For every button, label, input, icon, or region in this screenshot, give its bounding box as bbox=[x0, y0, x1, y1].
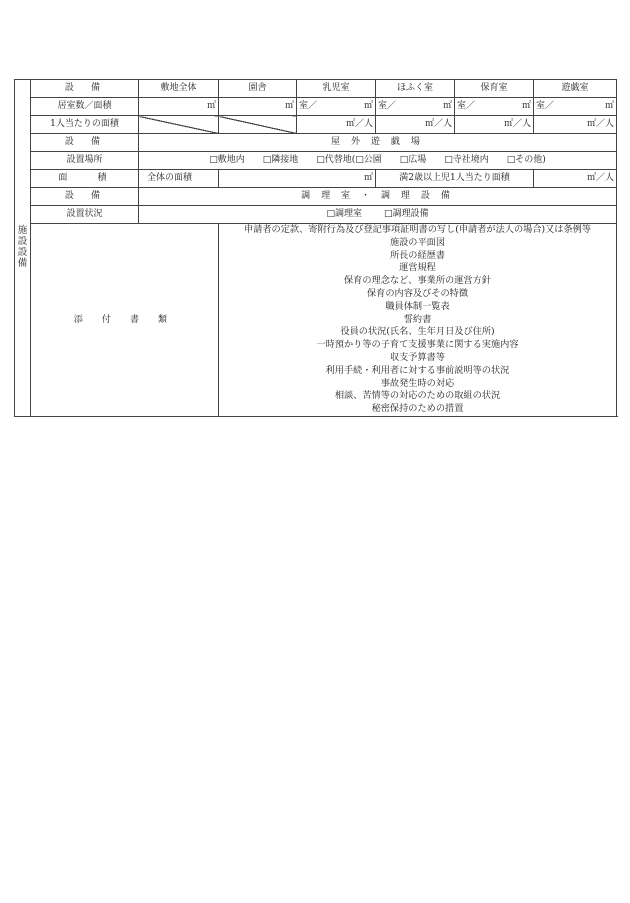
area-label: 面 積 bbox=[31, 170, 139, 188]
room-area-label: 居室数／面積 bbox=[31, 98, 139, 116]
kitchen-room-checkbox[interactable]: □調理室 bbox=[326, 209, 362, 220]
attachment-item: 利用手続・利用者に対する事前説明等の状況 bbox=[325, 364, 510, 376]
total-area-label: 全体の面積 bbox=[139, 170, 219, 188]
kitchen-title-row bbox=[15, 188, 617, 206]
header-nursery-room: 保育室 bbox=[455, 80, 534, 98]
per-person-label: 1人当たりの面積 bbox=[31, 116, 139, 134]
kitchen-title: 調 理 室 ・ 調 理 設 備 bbox=[139, 188, 617, 206]
attachment-item: 一時預かり等の子育て支援事業に関する実施内容 bbox=[316, 339, 519, 351]
playground-location-row bbox=[15, 152, 617, 170]
building-area-field[interactable]: ㎡ bbox=[219, 98, 297, 116]
per-child-area-field[interactable]: ㎡／人 bbox=[534, 170, 617, 188]
playground-col-label: 設 備 bbox=[31, 134, 139, 152]
kitchen-status-label: 設置状況 bbox=[31, 206, 139, 224]
location-on-site-checkbox[interactable]: □敷地内 bbox=[209, 155, 245, 166]
attachment-item: 申請者の定款、寄附行為及び登記事項証明書の写し(申請者が法人の場合)又は条例等 bbox=[243, 224, 592, 235]
nursery-room-field[interactable]: 室／ ㎡ bbox=[455, 98, 534, 116]
location-label: 設置場所 bbox=[31, 152, 139, 170]
location-shrine-checkbox[interactable]: □寺社境内 bbox=[444, 155, 489, 166]
playground-title: 屋 外 遊 戯 場 bbox=[139, 134, 617, 152]
header-playroom: 遊戯室 bbox=[534, 80, 617, 98]
site-area-field[interactable]: ㎡ bbox=[139, 98, 219, 116]
attachments-list bbox=[219, 224, 617, 417]
kitchen-options bbox=[139, 206, 617, 224]
per-child-area-label: 満2歳以上児1人当たり面積 bbox=[376, 170, 534, 188]
facility-col-label: 設 備 bbox=[31, 80, 139, 98]
playground-title-row bbox=[15, 134, 617, 152]
attachment-item: 保育の内容及びその特徴 bbox=[366, 287, 469, 299]
crawling-per-person-field[interactable]: ㎡／人 bbox=[376, 116, 455, 134]
header-crawling-room: ほふく室 bbox=[376, 80, 455, 98]
site-per-person-na bbox=[139, 116, 219, 134]
attachments-label: 添 付 書 類 bbox=[31, 224, 219, 417]
facility-side-label: 施 設 設 備 bbox=[15, 80, 31, 417]
playroom-per-person-field[interactable]: ㎡／人 bbox=[534, 116, 617, 134]
header-infant-room: 乳児室 bbox=[297, 80, 376, 98]
kitchen-status-row bbox=[15, 206, 617, 224]
building-per-person-na bbox=[219, 116, 297, 134]
crawling-room-field[interactable]: 室／ ㎡ bbox=[376, 98, 455, 116]
room-area-row bbox=[15, 98, 617, 116]
facility-header-row bbox=[15, 80, 617, 98]
location-other-checkbox[interactable]: □その他) bbox=[506, 155, 546, 166]
infant-room-field[interactable]: 室／ ㎡ bbox=[297, 98, 376, 116]
application-form-table bbox=[14, 79, 617, 417]
attachment-item: 収支予算書等 bbox=[389, 351, 446, 363]
kitchen-col-label: 設 備 bbox=[31, 188, 139, 206]
attachment-item: 所長の経歴書 bbox=[389, 249, 446, 261]
location-substitute-checkbox[interactable]: □代替地(□公園 bbox=[316, 155, 382, 166]
infant-per-person-field[interactable]: ㎡／人 bbox=[297, 116, 376, 134]
attachment-item: 役員の状況(氏名、生年月日及び住所) bbox=[340, 326, 495, 338]
attachment-item: 職員体制一覧表 bbox=[385, 300, 450, 312]
attachment-item: 誓約書 bbox=[403, 313, 432, 325]
attachment-item: 事故発生時の対応 bbox=[380, 377, 455, 389]
attachment-item: 施設の平面図 bbox=[389, 236, 446, 248]
attachment-item: 保育の理念など、事業所の運営方針 bbox=[344, 275, 491, 287]
header-site: 敷地全体 bbox=[139, 80, 219, 98]
attachment-item: 相談、苦情等の対応のための取組の状況 bbox=[334, 390, 501, 402]
location-plaza-checkbox[interactable]: □広場 bbox=[399, 155, 427, 166]
playroom-field[interactable]: 室／ ㎡ bbox=[534, 98, 617, 116]
playground-area-row bbox=[15, 170, 617, 188]
location-adjacent-checkbox[interactable]: □隣接地 bbox=[262, 155, 299, 166]
attachments-row bbox=[15, 224, 617, 417]
attachment-item: 秘密保持のための措置 bbox=[371, 403, 464, 415]
kitchen-equipment-checkbox[interactable]: □調理設備 bbox=[384, 209, 429, 220]
nursery-per-person-field[interactable]: ㎡／人 bbox=[455, 116, 534, 134]
location-options bbox=[139, 152, 617, 170]
total-area-field[interactable]: ㎡ bbox=[219, 170, 376, 188]
attachment-item: 運営規程 bbox=[399, 262, 436, 274]
header-building: 園舎 bbox=[219, 80, 297, 98]
per-person-row bbox=[15, 116, 617, 134]
